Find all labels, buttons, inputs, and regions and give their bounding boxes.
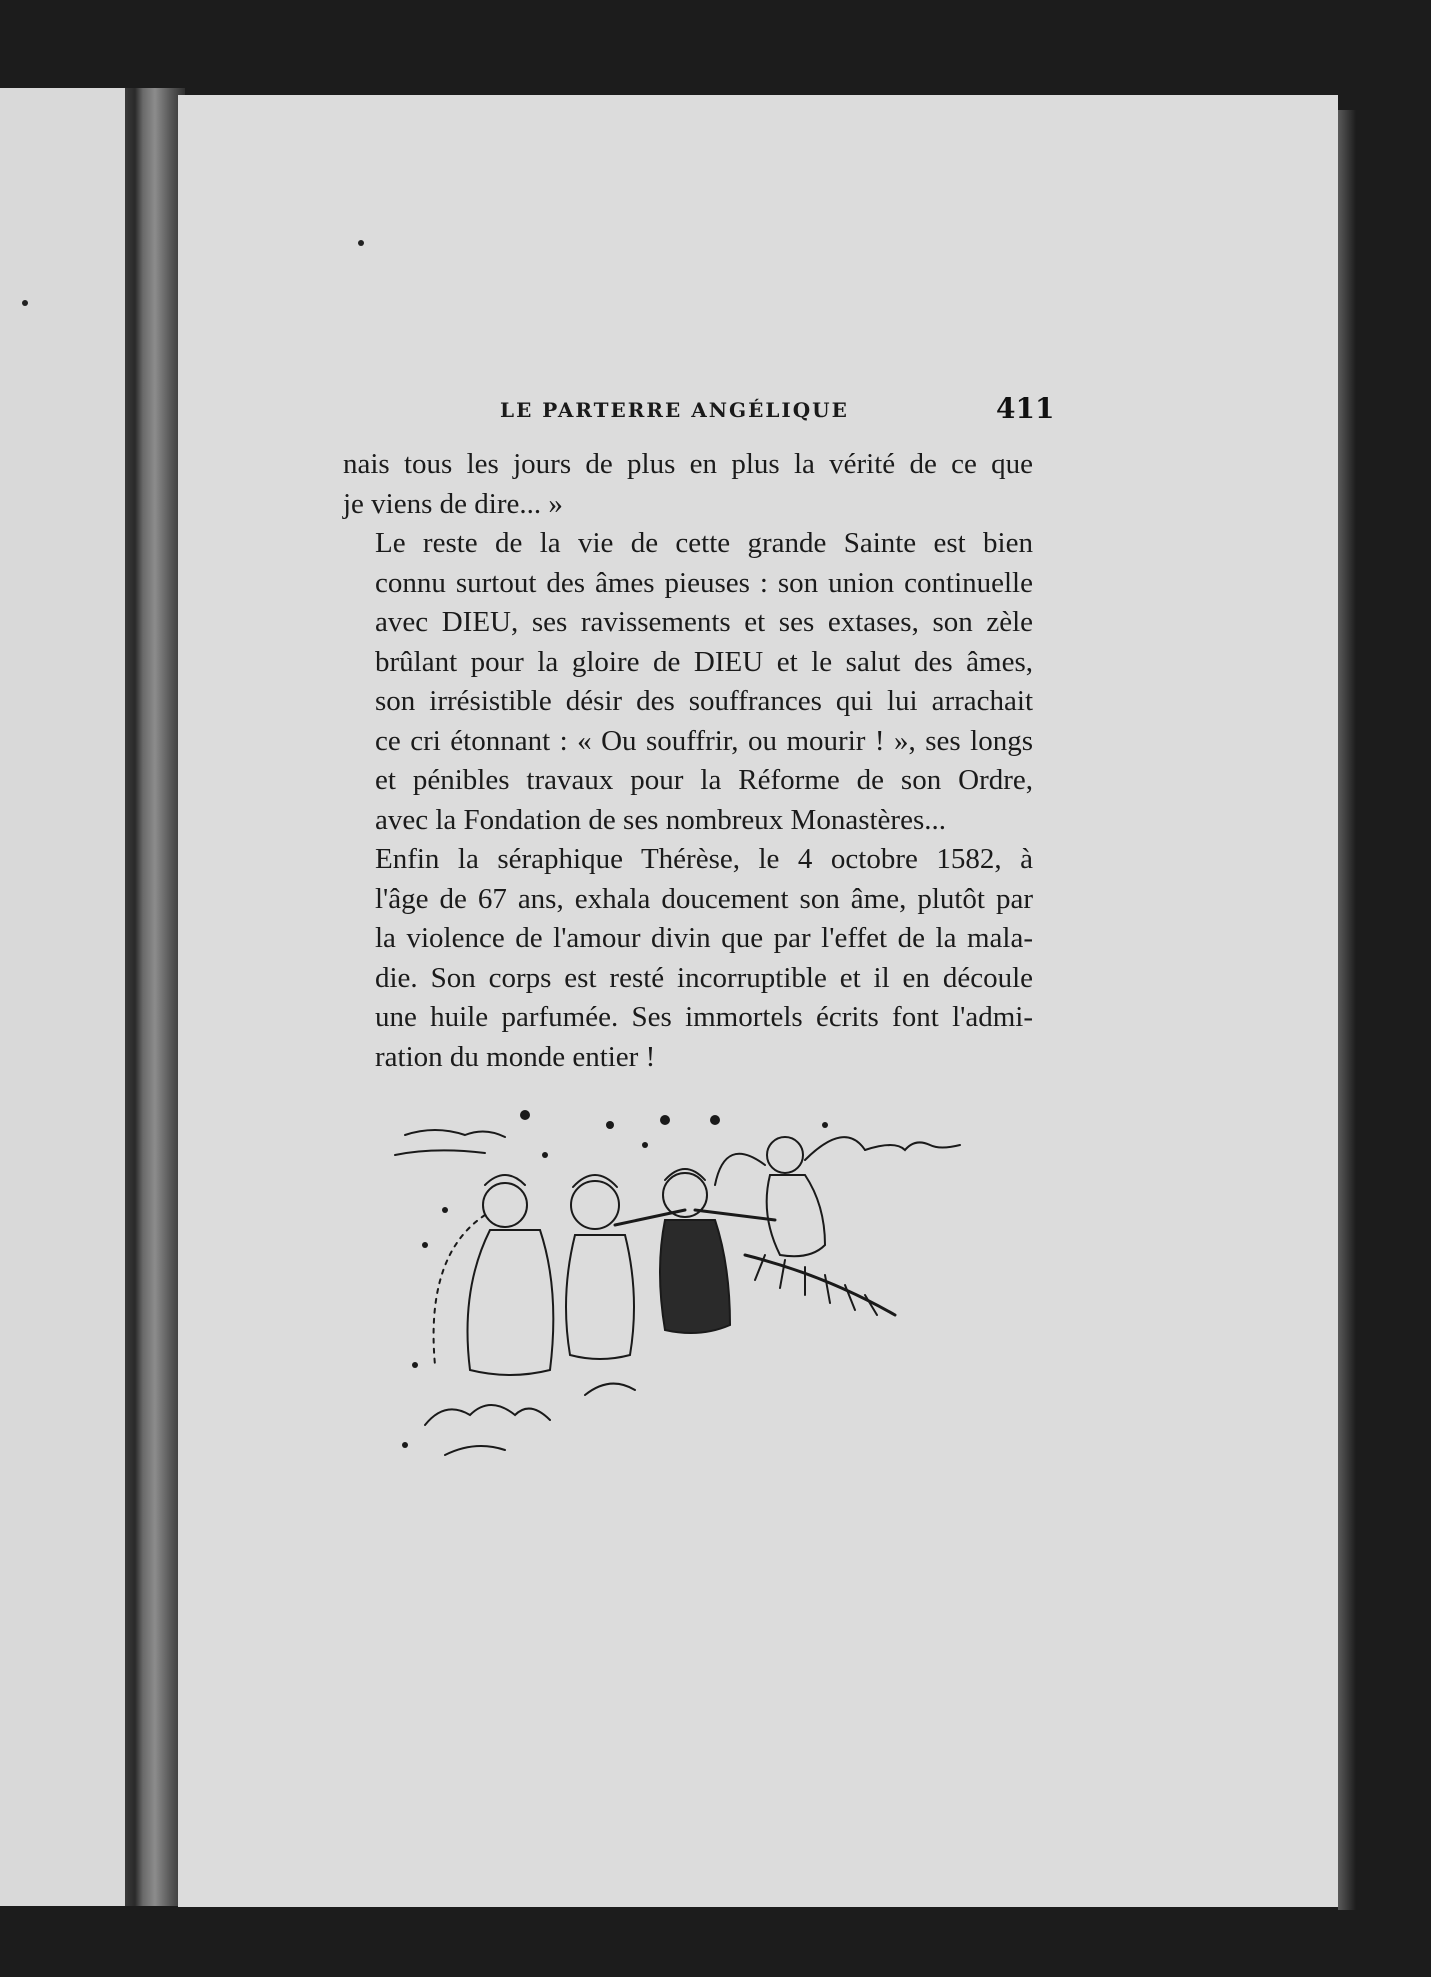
text-line: je viens de dire... » bbox=[343, 487, 563, 520]
text-line: l'âge de 67 ans, exhala doucement son âme, plutôt par bbox=[375, 882, 1033, 915]
text-line: Enfin la séraphique Thérèse, le 4 octobre 1582, à bbox=[375, 843, 1033, 875]
body-text bbox=[343, 445, 1033, 1077]
paragraph-life bbox=[343, 524, 1033, 840]
text-line: die. Son corps est resté incorruptible et il en découle bbox=[375, 961, 1033, 994]
text-line: nais tous les jours de plus en plus la vérité de ce que bbox=[343, 448, 1033, 480]
text-line: connu surtout des âmes pieuses : son union continuelle bbox=[375, 566, 1033, 599]
text-line: et pénibles travaux pour la Réforme de son Ordre, bbox=[375, 764, 1033, 796]
text-line: avec DIEU, ses ravissements et ses extases, son zèle bbox=[375, 606, 1033, 638]
page-number: 411 bbox=[996, 392, 1055, 425]
ink-speck bbox=[22, 300, 28, 306]
text-line: ce cri étonnant : « Ou souffrir, ou mourir ! », ses longs bbox=[375, 724, 1033, 757]
facing-page bbox=[0, 88, 125, 1906]
page-edge-shadow bbox=[1338, 110, 1356, 1910]
text-line: avec la Fondation de ses nombreux Monastères... bbox=[375, 803, 946, 836]
text-line: la violence de l'amour divin que par l'effet de la mala- bbox=[375, 922, 1033, 954]
running-title: LE PARTERRE ANGÉLIQUE bbox=[500, 398, 849, 422]
book-gutter bbox=[125, 88, 185, 1906]
text-line: Le reste de la vie de cette grande Sainte est bien bbox=[375, 527, 1033, 559]
text-line: une huile parfumée. Ses immortels écrits font l'admi- bbox=[375, 1001, 1033, 1033]
paragraph-death bbox=[343, 840, 1033, 1077]
text-line: brûlant pour la gloire de DIEU et le salut des âmes, bbox=[375, 645, 1033, 678]
text-line: son irrésistible désir des souffrances qui lui arrachait bbox=[375, 685, 1033, 717]
paragraph-continuation bbox=[343, 445, 1033, 524]
ink-speck bbox=[358, 240, 364, 246]
angels-illustration bbox=[385, 1095, 985, 1485]
text-line: ration du monde entier ! bbox=[375, 1040, 656, 1073]
